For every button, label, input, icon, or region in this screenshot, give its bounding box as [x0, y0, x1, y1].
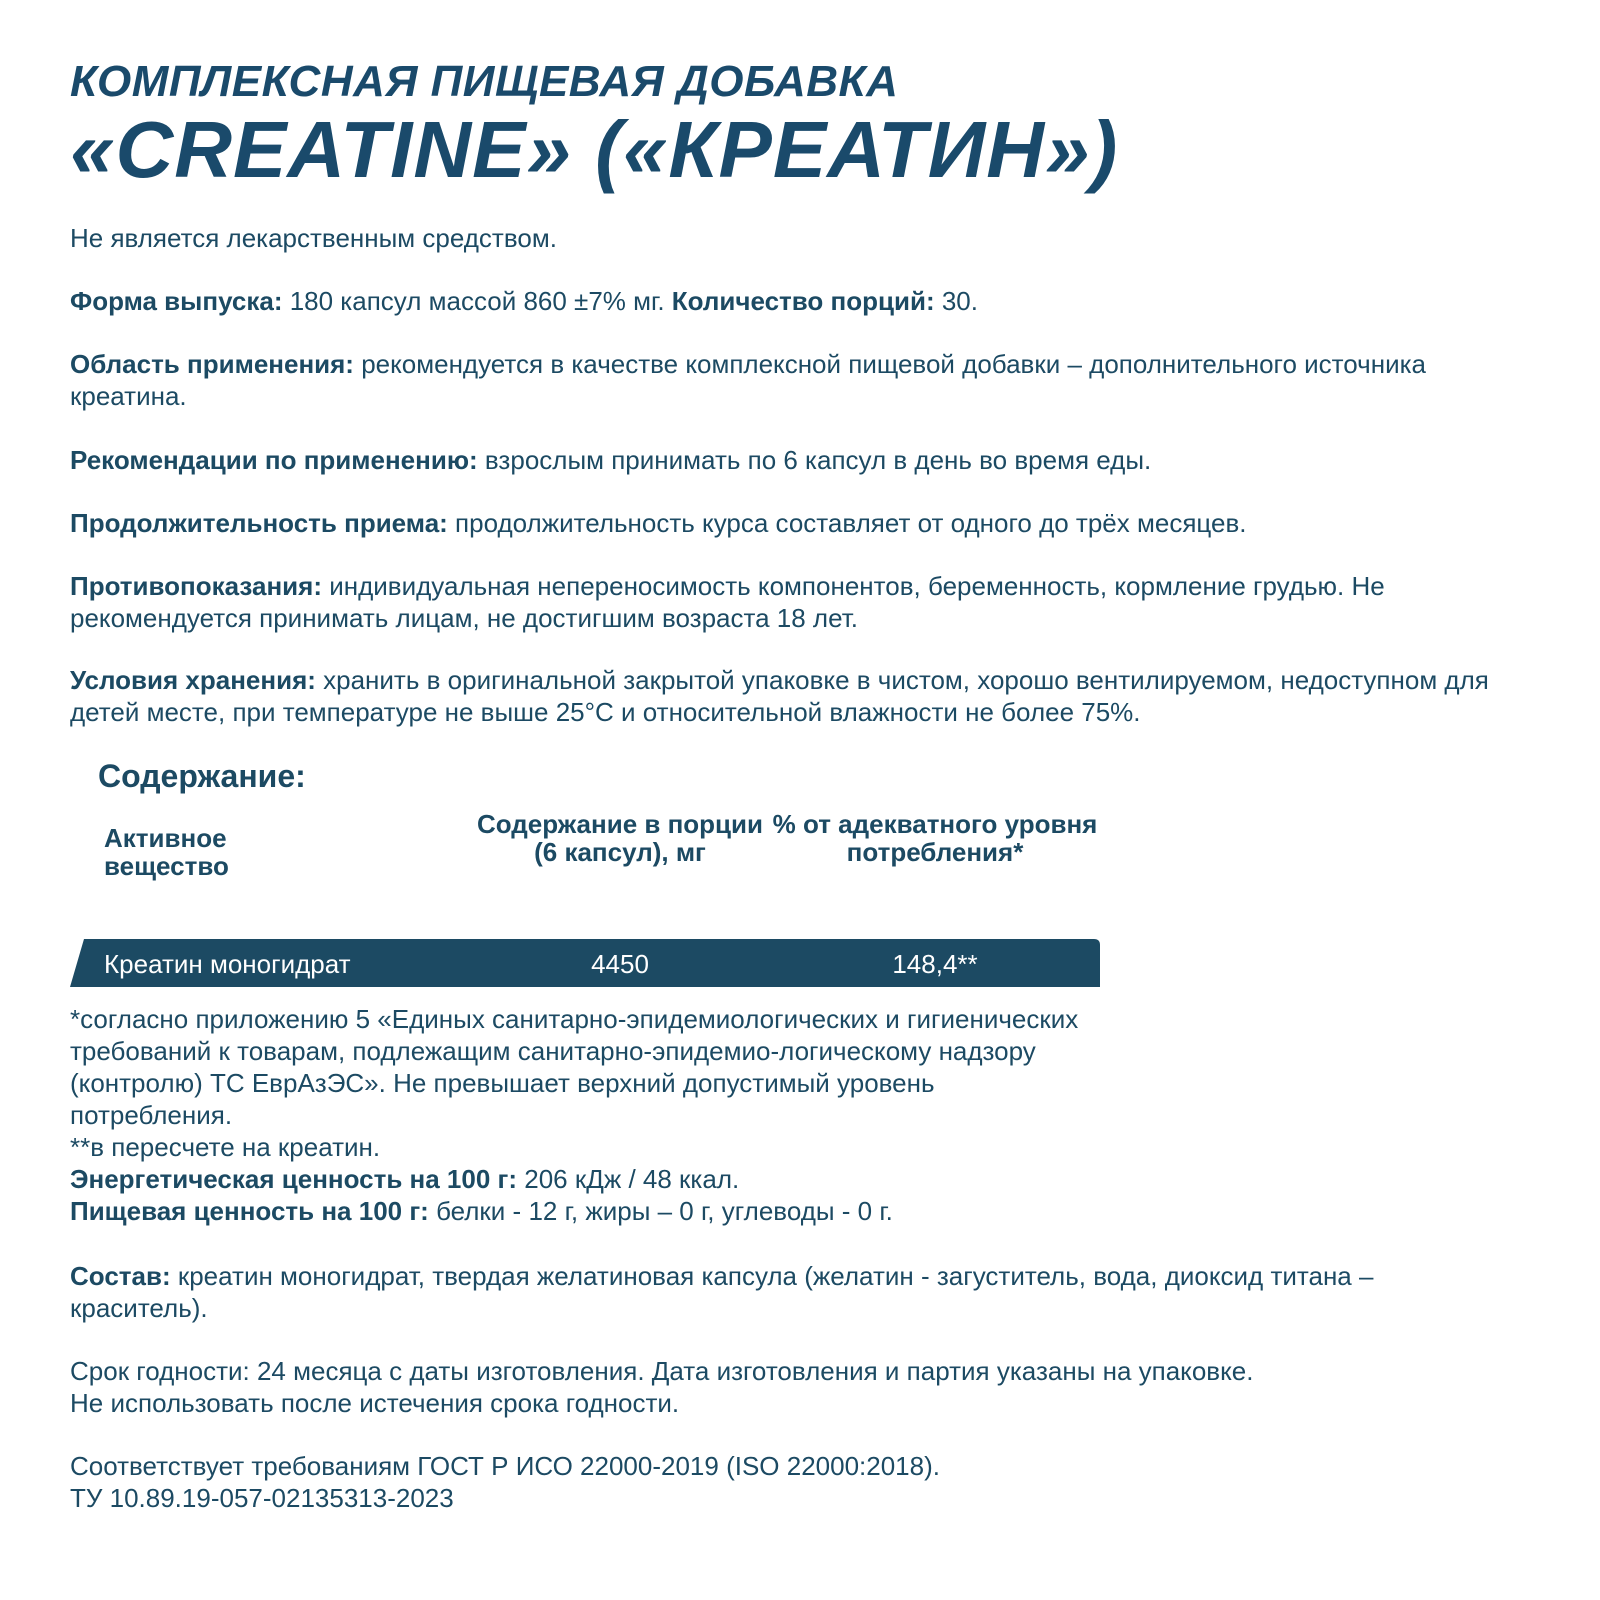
contraindications-paragraph — [70, 570, 1490, 634]
standards-block — [70, 1450, 1550, 1514]
nutrition-line — [70, 1195, 1550, 1227]
energy-line — [70, 1163, 1550, 1195]
duration-label: Продолжительность приема: — [70, 508, 448, 538]
recommendations-paragraph — [70, 444, 1550, 476]
form-paragraph — [70, 285, 1550, 317]
energy-label: Энергетическая ценность на 100 г: — [70, 1164, 518, 1194]
composition-text: креатин моногидрат, твердая желатиновая капсула (желатин - загуститель, вода, диоксид титана – краситель). — [70, 1261, 1374, 1323]
contraindications-text: индивидуальная непереносимость компонентов, беременность, кормление грудью. Не рекомендуется принимать лицам, не достигшим возраста 18 лет. — [70, 571, 1385, 633]
application-paragraph — [70, 348, 1470, 412]
portions-label: Количество порций: — [671, 286, 935, 316]
content-table-title: Содержание: — [98, 758, 306, 794]
header-active-substance: Активное вещество — [104, 823, 229, 881]
form-text: 180 капсул массой 860 ±7% мг. — [282, 286, 672, 316]
recommendations-label: Рекомендации по применению: — [70, 445, 478, 475]
table-cell-amount: 4450 — [591, 949, 649, 979]
composition-paragraph — [70, 1260, 1450, 1324]
table-cell-name: Креатин моногидрат — [104, 949, 351, 979]
contraindications-label: Противопоказания: — [70, 571, 322, 601]
title-line-1: КОМПЛЕКСНАЯ ПИЩЕВАЯ ДОБАВКА — [70, 57, 899, 106]
storage-paragraph — [70, 664, 1500, 728]
nutrition-label: Пищевая ценность на 100 г: — [70, 1196, 429, 1226]
standards-line-2: ТУ 10.89.19-057-02135313-2023 — [70, 1483, 454, 1513]
energy-block — [70, 1163, 1550, 1227]
standards-line-1: Соответствует требованиям ГОСТ Р ИСО 22000-2019 (ISO 22000:2018). — [70, 1451, 940, 1481]
table-cell-percent: 148,4** — [892, 949, 978, 979]
footnote-double-star: **в пересчете на креатин. — [70, 1132, 381, 1162]
composition-label: Состав: — [70, 1261, 171, 1291]
nutrition-text: белки - 12 г, жиры – 0 г, углеводы - 0 г. — [428, 1196, 893, 1226]
application-label: Область применения: — [70, 349, 354, 379]
shelf-life-line-2: Не использовать после истечения срока годности. — [70, 1388, 680, 1418]
title-line-2: «CREATINE» («КРЕАТИН») — [70, 105, 1119, 194]
duration-paragraph — [70, 507, 1550, 539]
shelf-life-line-1: Срок годности: 24 месяца с даты изготовления. Дата изготовления и партия указаны на упаковке. — [70, 1356, 1254, 1386]
not-medicine-note: Не является лекарственным средством. — [70, 223, 557, 253]
header-content-per-portion: Содержание в порции (6 капсул), мг — [476, 809, 764, 867]
portions-text: 30. — [934, 286, 978, 316]
duration-text: продолжительность курса составляет от одного до трёх месяцев. — [447, 508, 1247, 538]
footnotes-block — [70, 1003, 1080, 1163]
energy-text: 206 кДж / 48 ккал. — [517, 1164, 740, 1194]
storage-text: хранить в оригинальной закрытой упаковке в чистом, хорошо вентилируемом, недоступном для детей месте, при температуре не выше 25°C и относительной влажности не более 75%. — [70, 665, 1489, 727]
storage-label: Условия хранения: — [70, 665, 316, 695]
shelf-life-block — [70, 1355, 1550, 1419]
recommendations-text: взрослым принимать по 6 капсул в день во время еды. — [477, 445, 1152, 475]
header-percent-adequate: % от адекватного уровня потребления* — [772, 809, 1098, 867]
application-text: рекомендуется в качестве комплексной пищевой добавки – дополнительного источника креатина. — [70, 349, 1427, 411]
form-label: Форма выпуска: — [70, 286, 283, 316]
footnote-star: *согласно приложению 5 «Единых санитарно-эпидемиологических и гигиенических требований к товарам, подлежащим санитарно-эпидемио-логическому надзору (контролю) ТС ЕврАзЭС». Не превышает верхний допустимый уровень потребления. — [70, 1004, 1079, 1130]
